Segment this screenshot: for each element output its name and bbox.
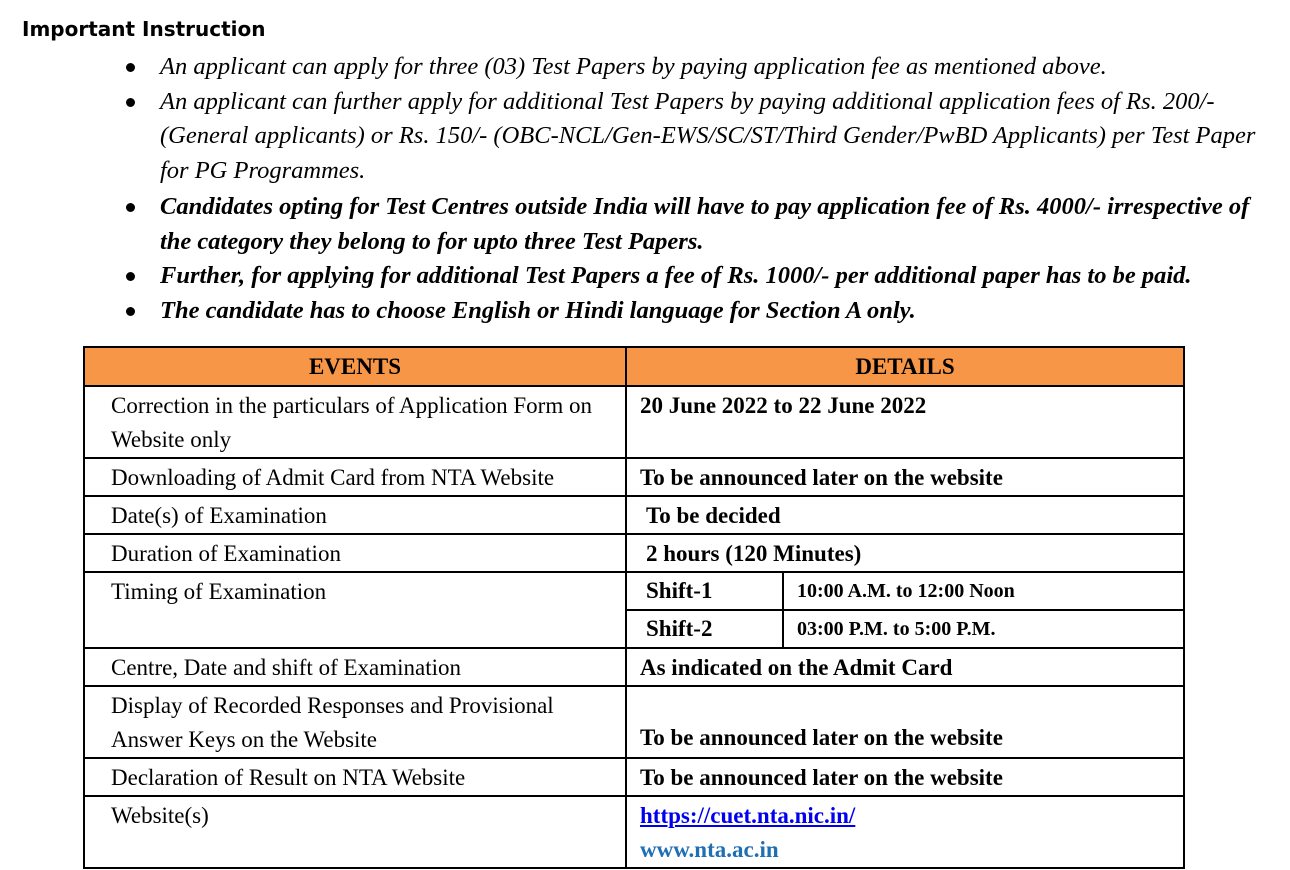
table-row (84, 758, 1184, 796)
shift-row (627, 610, 1183, 647)
details-header: DETAILS (626, 347, 1184, 386)
event-cell: Display of Recorded Responses and Provisional Answer Keys on the Website (84, 686, 626, 758)
table-row (84, 648, 1184, 686)
cuet-website-link[interactable]: https://cuet.nta.nic.in/ (640, 803, 856, 828)
table-row (84, 496, 1184, 534)
detail-cell: To be announced later on the website (626, 686, 1184, 758)
shift-cell (626, 572, 1184, 648)
event-cell: Timing of Examination (84, 572, 626, 648)
table-row (84, 796, 1184, 868)
detail-cell: To be announced later on the website (626, 758, 1184, 796)
instruction-item: An applicant can apply for three (03) Test Papers by paying application fee as mentioned above. (160, 50, 1285, 85)
table-row (84, 572, 1184, 648)
table-row (84, 686, 1184, 758)
events-header: EVENTS (84, 347, 626, 386)
shift-time: 10:00 A.M. to 12:00 Noon (797, 579, 1015, 602)
table-row (84, 534, 1184, 572)
table-header-row (84, 347, 1184, 386)
shift-name: Shift-2 (627, 610, 783, 647)
instruction-item: Candidates opting for Test Centres outside India will have to pay application fee of Rs. 4000/- irrespective of the category they belong to for upto three Test Papers. (160, 190, 1285, 259)
detail-cell: To be announced later on the website (626, 458, 1184, 496)
detail-cell: To be decided (626, 496, 1184, 534)
event-cell: Duration of Examination (84, 534, 626, 572)
table-row (84, 386, 1184, 458)
instruction-item: The candidate has to choose English or Hindi language for Section A only. (160, 294, 1285, 329)
shift-name: Shift-1 (627, 573, 783, 610)
shift-time: 03:00 P.M. to 5:00 P.M. (783, 610, 1183, 647)
detail-cell: As indicated on the Admit Card (626, 648, 1184, 686)
event-cell: Website(s) (84, 796, 626, 868)
instruction-item: Further, for applying for additional Test Papers a fee of Rs. 1000/- per additional paper has to be paid. (160, 259, 1285, 294)
shift-table (627, 573, 1183, 647)
event-cell: Correction in the particulars of Application Form on Website only (84, 386, 626, 458)
event-cell: Date(s) of Examination (84, 496, 626, 534)
instruction-item: An applicant can further apply for additional Test Papers by paying additional application fees of Rs. 200/- (General applicants) or Rs. 150/- (OBC-NCL/Gen-EWS/SC/ST/Third Gender/PwBD Applicants) per Test Paper for PG Programmes. (160, 85, 1285, 189)
table-row (84, 458, 1184, 496)
nta-website-link[interactable]: www.nta.ac.in (640, 837, 779, 862)
event-cell: Declaration of Result on NTA Website (84, 758, 626, 796)
websites-cell (626, 796, 1184, 868)
detail-cell: 20 June 2022 to 22 June 2022 (626, 386, 1184, 458)
shift-row (627, 573, 1183, 610)
detail-cell: 2 hours (120 Minutes) (626, 534, 1184, 572)
events-table (83, 346, 1185, 869)
event-cell: Downloading of Admit Card from NTA Website (84, 458, 626, 496)
event-cell: Centre, Date and shift of Examination (84, 648, 626, 686)
instruction-list (160, 50, 1285, 328)
section-heading: Important Instruction (22, 17, 266, 41)
